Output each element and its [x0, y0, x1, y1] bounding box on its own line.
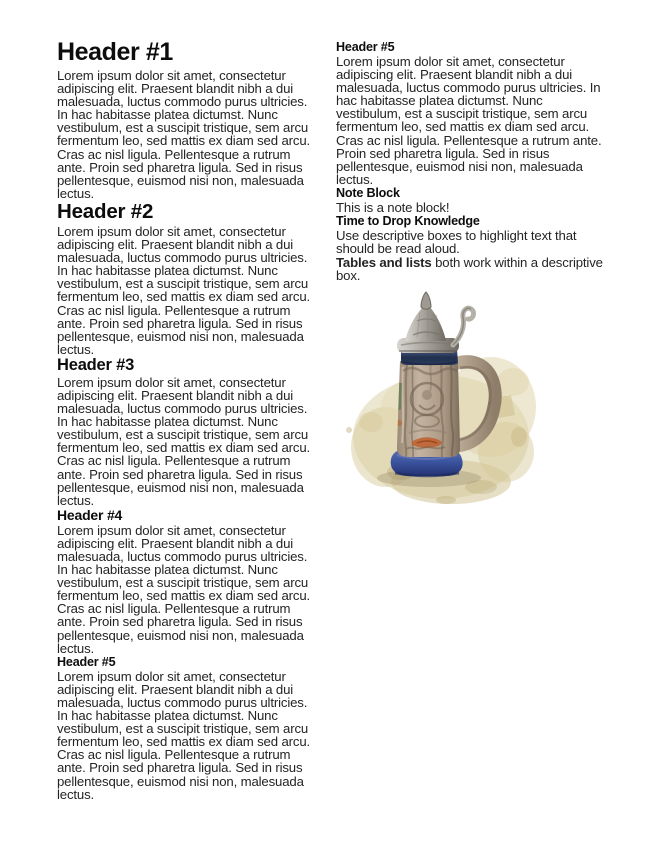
section-heading-4: Header #4	[57, 506, 123, 523]
body-paragraph: Lorem ipsum dolor sit amet, consectetur adipiscing elit. Praesent blandit nibh a dui malesuada, luctus commodo purus ultricies. In hac habitasse platea dictumst. Nunc vestibulum, est a suscipit tristique, sem arcu fermentum leo, sed mattis ex diam sed arcu. Cras ac nisl ligula. Pellentesque a rutrum ante. Proin sed pharetra ligula. Sed in risus pellentesque, euismod nisi non, malesuada lectus.	[57, 223, 311, 357]
note-block-body: This is a note block!	[336, 199, 450, 215]
stein-finial	[421, 292, 431, 309]
body-paragraph: Lorem ipsum dolor sit amet, consectetur adipiscing elit. Praesent blandit nibh a dui malesuada, luctus commodo purus ultricies. In hac habitasse platea dictumst. Nunc vestibulum, est a suscipit tristique, sem arcu fermentum leo, sed mattis ex diam sed arcu. Cras ac nisl ligula. Pellentesque a rutrum ante. Proin sed pharetra ligula. Sed in risus pellentesque, euismod nisi non, malesuada lectus.	[57, 68, 311, 201]
body-paragraph: Lorem ipsum dolor sit amet, consectetur adipiscing elit. Praesent blandit nibh a dui malesuada, luctus commodo purus ultricies. In hac habitasse platea dictumst. Nunc vestibulum, est a suscipit tristique, sem arcu fermentum leo, sed mattis ex diam sed arcu. Cras ac nisl ligula. Pellentesque a rutrum ante. Proin sed pharetra ligula. Sed in risus pellentesque, euismod nisi non, malesuada lectus.	[57, 374, 311, 508]
body-paragraph: Lorem ipsum dolor sit amet, consectetur adipiscing elit. Praesent blandit nibh a dui malesuada, luctus commodo purus ultricies. In hac habitasse platea dictumst. Nunc vestibulum, est a suscipit tristique, sem arcu fermentum leo, sed mattis ex diam sed arcu. Cras ac nisl ligula. Pellentesque a rutrum ante. Proin sed pharetra ligula. Sed in risus pellentesque, euismod nisi non, malesuada lectus.	[336, 54, 602, 187]
body-paragraph: Lorem ipsum dolor sit amet, consectetur adipiscing elit. Praesent blandit nibh a dui malesuada, luctus commodo purus ultricies. In hac habitasse platea dictumst. Nunc vestibulum, est a suscipit tristique, sem arcu fermentum leo, sed mattis ex diam sed arcu. Cras ac nisl ligula. Pellentesque a rutrum ante. Proin sed pharetra ligula. Sed in risus pellentesque, euismod nisi non, malesuada lectus.	[57, 522, 311, 656]
section-heading-1: Header #1	[57, 38, 173, 66]
beer-stein-illustration	[341, 287, 541, 517]
note-block-title: Note Block	[336, 185, 400, 200]
section-heading-2: Header #2	[57, 199, 154, 223]
tables-lists-bold-lead: Tables and lists	[336, 255, 432, 271]
left-column	[57, 40, 320, 802]
beer-stein-image	[341, 287, 541, 517]
knowledge-block-body: Use descriptive boxes to highlight text that should be read aloud.	[336, 228, 577, 257]
stein-thumb-lever	[453, 309, 474, 346]
section-heading-5: Header #5	[57, 654, 116, 669]
section-heading-3: Header #3	[57, 355, 135, 374]
two-column-layout	[57, 40, 606, 802]
section-heading-5-right: Header #5	[336, 40, 395, 54]
body-paragraph: Lorem ipsum dolor sit amet, consectetur adipiscing elit. Praesent blandit nibh a dui malesuada, luctus commodo purus ultricies. In hac habitasse platea dictumst. Nunc vestibulum, est a suscipit tristique, sem arcu fermentum leo, sed mattis ex diam sed arcu. Cras ac nisl ligula. Pellentesque a rutrum ante. Proin sed pharetra ligula. Sed in risus pellentesque, euismod nisi non, malesuada lectus.	[57, 668, 311, 802]
tables-lists-rest: both work within a descriptive box.	[336, 255, 603, 284]
tables-lists-paragraph	[336, 256, 606, 282]
right-column	[336, 40, 606, 802]
stein-lid-cone	[405, 306, 446, 341]
knowledge-block-title: Time to Drop Knowledge	[336, 214, 480, 229]
